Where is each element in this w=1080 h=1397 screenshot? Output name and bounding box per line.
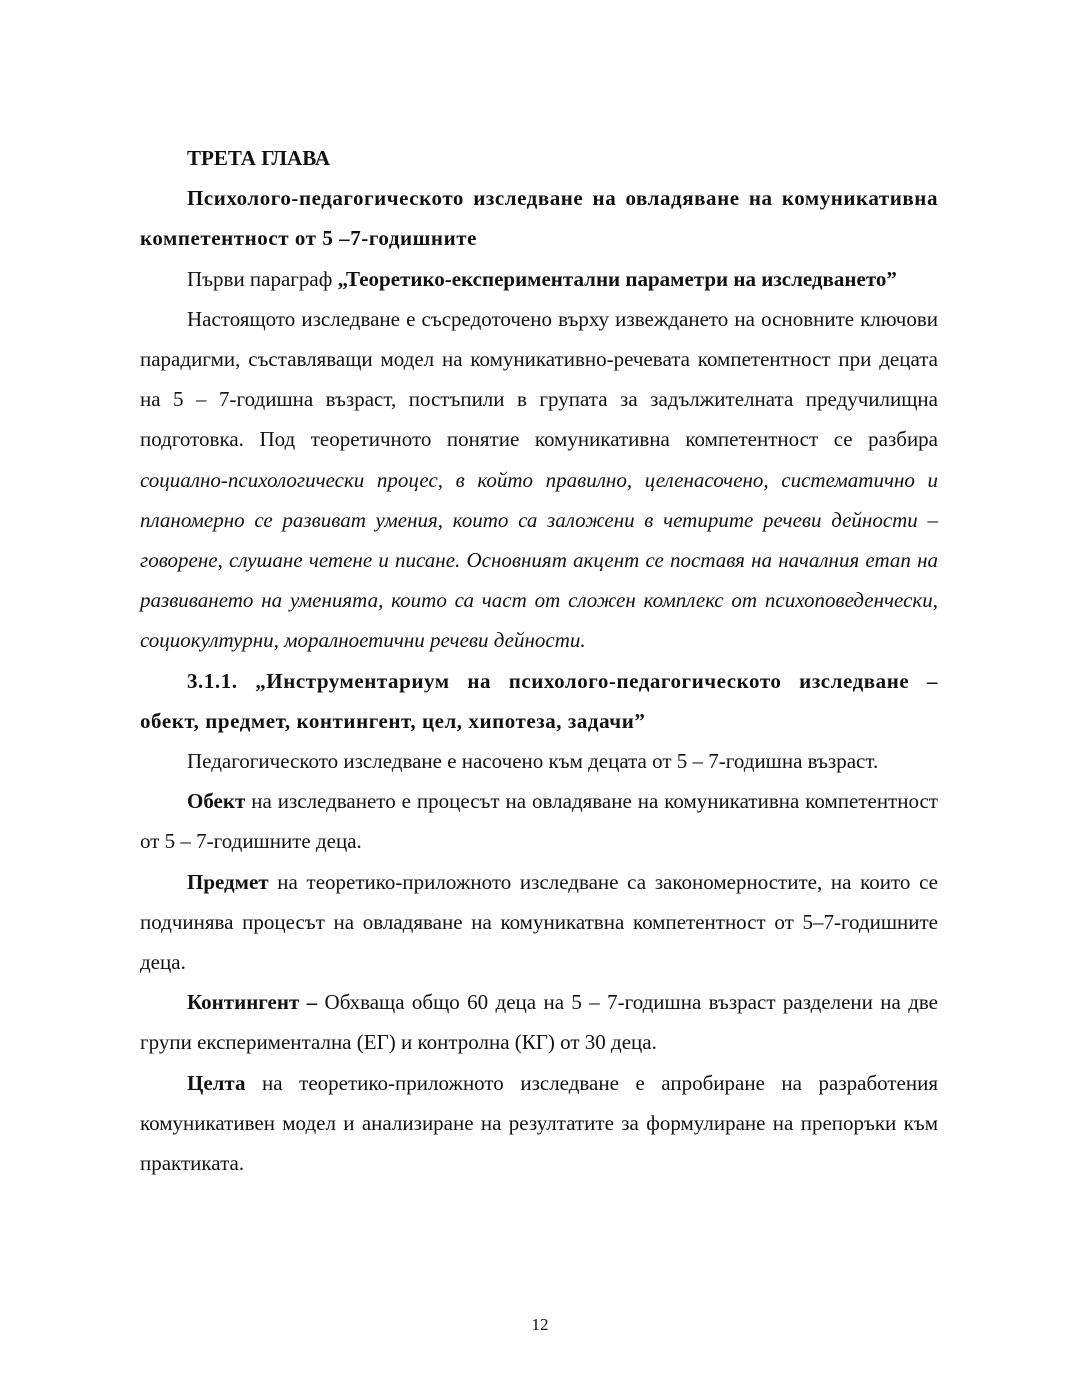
object-label: Обект	[187, 789, 246, 814]
contingent-label: Контингент –	[187, 990, 318, 1015]
subject-label: Предмет	[187, 869, 269, 894]
intro-paragraph	[140, 299, 938, 661]
object-paragraph	[140, 781, 938, 861]
contingent-paragraph	[140, 982, 938, 1062]
paragraph-heading-title: „Теоретико-експериментални параметри на изследването”	[337, 266, 897, 291]
paragraph-heading-prefix: Първи параграф	[187, 266, 338, 291]
chapter-subtitle: Психолого-педагогическото изследване на овладяване на комуникативна компетентност от 5 –7-годишните	[140, 186, 938, 251]
goal-paragraph	[140, 1063, 938, 1184]
contingent-text: Обхваща общо 60 деца на 5 – 7-годишна възраст разделени на две групи експериментална (ЕГ) и контролна (КГ) от 30 деца.	[140, 990, 938, 1055]
target-paragraph: Педагогическото изследване е насочено към децата от 5 – 7-годишна възраст.	[187, 749, 879, 774]
goal-text: на теоретико-приложното изследване е апробиране на разработения комуникативен модел и анализиране на резултатите за формулиране на препоръки към практиката.	[140, 1070, 938, 1176]
intro-paragraph-text: Настоящото изследване е съсредоточено върху извеждането на основните ключови парадигми, съставляващи модел на комуникативно-речевата компетентност при децата на 5 – 7-годишна възраст, постъпили в групата за задължителната предучилищна подготовка. Под теоретичното понятие комуникативна компетентност се разбира	[140, 306, 938, 452]
chapter-title: ТРЕТА ГЛАВА	[187, 146, 331, 170]
goal-label: Целта	[187, 1070, 246, 1095]
object-text: на изследването е процесът на овладяване на комуникативна компетентност от 5 – 7-годишните деца.	[140, 789, 938, 854]
subject-text: на теоретико-приложното изследване са закономерностите, на които се подчинява процесът на овладяване на комуникатвна компетентност от 5–7-годишните деца.	[140, 869, 938, 975]
section-heading: 3.1.1. „Инструментариум на психолого-педагогическото изследване – обект, предмет, контингент, цел, хипотеза, задачи”	[140, 668, 938, 733]
page-body	[140, 138, 938, 1183]
paragraph-heading	[140, 259, 938, 299]
intro-paragraph-definition: социално-психологически процес, в който правилно, целенасочено, систематично и планомерно се развиват умения, които са заложени в четирите речеви дейности – говорене, слушане четене и писане. Основният акцент се поставя на началния етап на развиването на уменията, които са част от сложен комплекс от психоповеденчески, социокултурни, моралноетични речеви дейности.	[140, 467, 938, 653]
subject-paragraph	[140, 862, 938, 983]
page-number: 12	[531, 1315, 549, 1334]
